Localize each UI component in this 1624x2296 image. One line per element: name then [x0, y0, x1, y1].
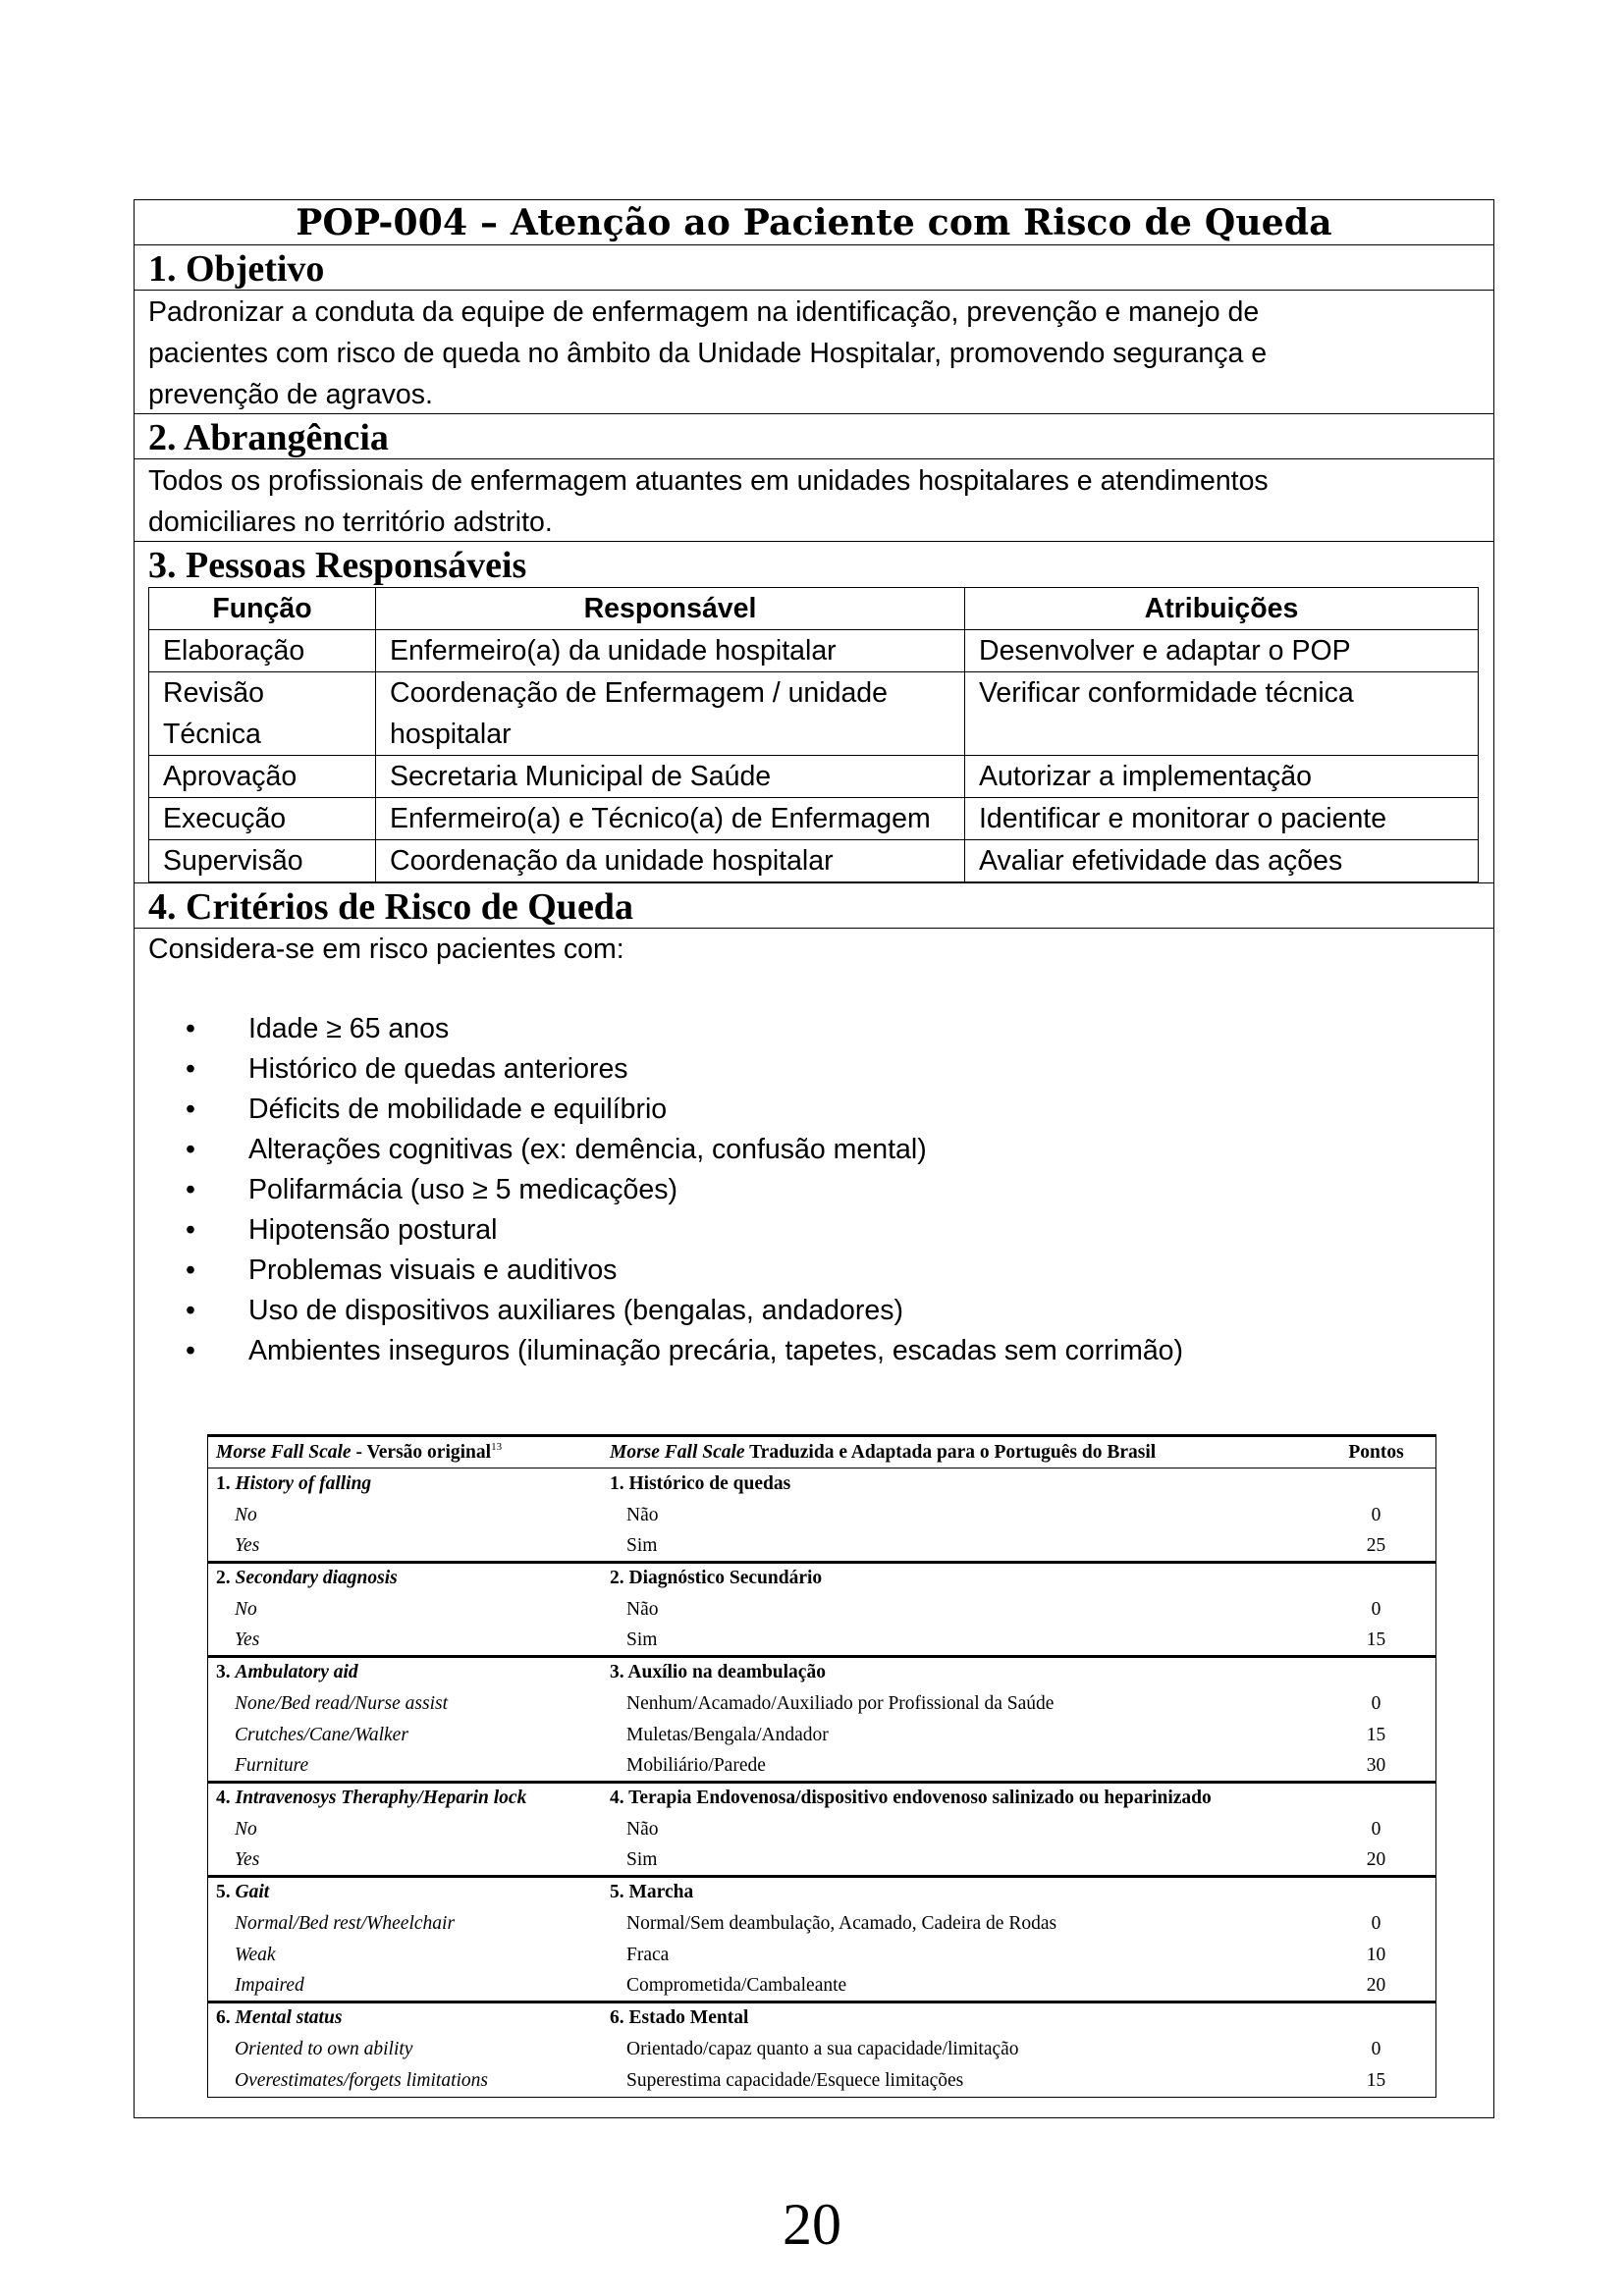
- objetivo-line: prevenção de agravos.: [148, 379, 433, 410]
- morse-option-original: No: [235, 1504, 257, 1525]
- morse-option-row: [208, 1751, 1435, 1783]
- list-item: • Problemas visuais e auditivos: [186, 1251, 1480, 1291]
- cell-funcao: Aprovação: [149, 756, 376, 798]
- page-title: POP-004 – Atenção ao Paciente com Risco de Queda: [135, 200, 1493, 245]
- morse-header-points: Pontos: [1317, 1436, 1435, 1468]
- column-header: Atribuições: [965, 588, 1479, 630]
- morse-option-row: [208, 1626, 1435, 1657]
- morse-group-original: 5. Gait: [208, 1877, 610, 1908]
- morse-option-original: Oriented to own ability: [235, 2038, 413, 2059]
- morse-option-row: [208, 1720, 1435, 1751]
- morse-group-points: [1317, 1877, 1435, 1908]
- morse-option-original: Yes: [235, 1534, 260, 1556]
- morse-option-points: 0: [1371, 1504, 1381, 1525]
- criterios-intro: Considera-se em risco pacientes com:: [148, 934, 624, 965]
- list-item: • Histórico de quedas anteriores: [186, 1049, 1480, 1090]
- cell-funcao: Execução: [149, 798, 376, 840]
- morse-group-points: [1317, 1468, 1435, 1500]
- morse-option-translated: Não: [626, 1818, 659, 1840]
- column-header: Responsável: [376, 588, 965, 630]
- list-item: • Idade ≥ 65 anos: [186, 1009, 1480, 1049]
- morse-option-translated: Não: [626, 1598, 659, 1620]
- morse-option-translated: Normal/Sem deambulação, Acamado, Cadeira de Rodas: [626, 1912, 1057, 1934]
- column-header: Função: [149, 588, 376, 630]
- morse-option-points: 25: [1366, 1534, 1386, 1556]
- morse-fall-scale-table: [207, 1434, 1436, 2098]
- morse-option-original: Yes: [235, 1848, 260, 1870]
- criterios-body: [135, 929, 1493, 1371]
- morse-option-translated: Nenhum/Acamado/Auxiliado por Profissional da Saúde: [626, 1692, 1055, 1714]
- morse-group-row: [208, 1783, 1435, 1814]
- morse-option-row: [208, 2034, 1435, 2065]
- morse-option-row: [208, 1908, 1435, 1940]
- morse-option-row: [208, 2065, 1435, 2097]
- cell-atribuicoes: Avaliar efetividade das ações: [965, 840, 1479, 882]
- morse-option-points: 10: [1366, 1944, 1386, 1965]
- morse-group-translated: 4. Terapia Endovenosa/dispositivo endovenoso salinizado ou heparinizado: [610, 1783, 1317, 1814]
- morse-group-translated: 1. Histórico de quedas: [610, 1472, 791, 1494]
- morse-group-row: [208, 1468, 1435, 1500]
- morse-group-original: 6. Mental status: [208, 2002, 610, 2034]
- morse-option-original: Yes: [235, 1629, 260, 1650]
- table-row: [149, 798, 1479, 840]
- morse-option-points: 20: [1366, 1848, 1386, 1870]
- morse-option-translated: Fraca: [626, 1944, 670, 1965]
- cell-atribuicoes: Desenvolver e adaptar o POP: [965, 630, 1479, 672]
- morse-option-original: Normal/Bed rest/Wheelchair: [235, 1912, 456, 1934]
- morse-header-original: Morse Fall Scale - Versão original$^{13}$: [208, 1436, 610, 1468]
- cell-responsavel: Coordenação da unidade hospitalar: [376, 840, 965, 882]
- morse-option-original: No: [235, 1598, 257, 1620]
- morse-option-original: Furniture: [235, 1754, 309, 1776]
- table-row: [149, 672, 1479, 756]
- cell-responsavel: Enfermeiro(a) e Técnico(a) de Enfermagem: [376, 798, 965, 840]
- morse-group-row: [208, 1877, 1435, 1908]
- morse-group-row: [208, 2002, 1435, 2034]
- list-item: • Uso de dispositivos auxiliares (bengalas, andadores): [186, 1291, 1480, 1331]
- morse-option-row: [208, 1500, 1435, 1531]
- morse-option-translated: Não: [626, 1504, 659, 1525]
- morse-option-points: 0: [1371, 1692, 1381, 1714]
- section-heading-abrangencia: 2. Abrangência: [135, 414, 1493, 459]
- criterios-list: [186, 1009, 1480, 1371]
- morse-option-row: [208, 1814, 1435, 1845]
- list-item: • Hipotensão postural: [186, 1210, 1480, 1251]
- morse-option-row: [208, 1594, 1435, 1626]
- morse-option-original: Weak: [235, 1944, 276, 1965]
- morse-option-points: 15: [1366, 1629, 1386, 1650]
- morse-group-row: [208, 1657, 1435, 1688]
- morse-option-translated: Muletas/Bengala/Andador: [626, 1724, 829, 1745]
- objetivo-text: [135, 291, 1493, 414]
- morse-group-points: [1317, 1783, 1435, 1814]
- table-header-row: [149, 588, 1479, 630]
- morse-option-translated: Sim: [626, 1534, 658, 1556]
- morse-option-translated: Sim: [626, 1848, 658, 1870]
- abrangencia-line: Todos os profissionais de enfermagem atuantes em unidades hospitalares e atendimentos: [148, 465, 1269, 497]
- morse-option-original: Overestimates/forgets limitations: [235, 2069, 488, 2091]
- list-item: • Ambientes inseguros (iluminação precária, tapetes, escadas sem corrimão): [186, 1331, 1480, 1371]
- cell-atribuicoes: Identificar e monitorar o paciente: [965, 798, 1479, 840]
- list-item: • Polifarmácia (uso ≥ 5 medicações): [186, 1170, 1480, 1210]
- morse-option-translated: Superestima capacidade/Esquece limitações: [626, 2069, 964, 2091]
- morse-option-points: 0: [1371, 1912, 1381, 1934]
- morse-option-points: 15: [1366, 1724, 1386, 1745]
- morse-option-points: 0: [1371, 2038, 1381, 2059]
- morse-group-row: [208, 1563, 1435, 1594]
- cell-responsavel: Coordenação de Enfermagem / unidade hospitalar: [376, 672, 965, 756]
- cell-funcao: Elaboração: [149, 630, 376, 672]
- morse-option-points: 20: [1366, 1974, 1386, 1996]
- morse-option-row: [208, 1845, 1435, 1877]
- table-row: [149, 630, 1479, 672]
- morse-header-translated: Morse Fall Scale Traduzida e Adaptada para o Português do Brasil: [610, 1436, 1317, 1468]
- cell-atribuicoes: Autorizar a implementação: [965, 756, 1479, 798]
- morse-option-original: None/Bed read/Nurse assist: [235, 1692, 449, 1714]
- morse-group-points: [1317, 1563, 1435, 1594]
- morse-group-original: 2. Secondary diagnosis: [208, 1563, 610, 1594]
- morse-option-translated: Orientado/capaz quanto a sua capacidade/limitação: [626, 2038, 1019, 2059]
- morse-option-translated: Comprometida/Cambaleante: [626, 1974, 847, 1996]
- morse-option-original: No: [235, 1818, 257, 1840]
- cell-funcao: Supervisão: [149, 840, 376, 882]
- cell-funcao: Revisão Técnica: [149, 672, 376, 756]
- page-number: 20: [783, 2192, 841, 2257]
- section-heading-criterios: 4. Critérios de Risco de Queda: [135, 883, 1493, 929]
- morse-option-translated: Mobiliário/Parede: [626, 1754, 766, 1776]
- table-row: [149, 756, 1479, 798]
- responsibilities-table: [148, 587, 1479, 882]
- morse-option-points: 0: [1371, 1818, 1381, 1840]
- morse-option-translated: Sim: [626, 1629, 658, 1650]
- morse-option-row: [208, 1531, 1435, 1563]
- section-heading-pessoas: 3. Pessoas Responsáveis: [148, 545, 527, 586]
- morse-option-original: Crutches/Cane/Walker: [235, 1724, 408, 1745]
- table-row: [149, 840, 1479, 882]
- morse-option-points: 15: [1366, 2069, 1386, 2091]
- morse-group-points: [1317, 1657, 1435, 1688]
- morse-option-row: [208, 1971, 1435, 2002]
- morse-group-original: 1. History of falling: [216, 1472, 372, 1494]
- objetivo-line: pacientes com risco de queda no âmbito da Unidade Hospitalar, promovendo segurança e: [148, 338, 1268, 369]
- morse-option-points: 0: [1371, 1598, 1381, 1620]
- morse-option-points: 30: [1366, 1754, 1386, 1776]
- objetivo-line: Padronizar a conduta da equipe de enfermagem na identificação, prevenção e manejo de: [148, 296, 1260, 328]
- morse-group-translated: 3. Auxílio na deambulação: [610, 1657, 1317, 1688]
- morse-group-translated: 5. Marcha: [610, 1877, 1317, 1908]
- abrangencia-text: [135, 459, 1493, 542]
- morse-group-translated: 6. Estado Mental: [610, 2002, 1317, 2034]
- abrangencia-line: domiciliares no território adstrito.: [148, 507, 553, 538]
- morse-group-original: 4. Intravenosys Theraphy/Heparin lock: [208, 1783, 610, 1814]
- section-heading-objetivo: 1. Objetivo: [135, 245, 1493, 291]
- pop-document-frame: [134, 199, 1494, 2118]
- list-item: • Déficits de mobilidade e equilíbrio: [186, 1090, 1480, 1130]
- morse-header-row: [208, 1436, 1435, 1468]
- morse-group-points: [1317, 2002, 1435, 2034]
- list-item: • Alterações cognitivas (ex: demência, confusão mental): [186, 1130, 1480, 1170]
- morse-option-row: [208, 1940, 1435, 1971]
- cell-responsavel: Enfermeiro(a) da unidade hospitalar: [376, 630, 965, 672]
- morse-group-original: 3. Ambulatory aid: [208, 1657, 610, 1688]
- morse-option-original: Impaired: [235, 1974, 304, 1996]
- cell-atribuicoes: Verificar conformidade técnica: [965, 672, 1479, 756]
- cell-responsavel: Secretaria Municipal de Saúde: [376, 756, 965, 798]
- morse-group-translated: 2. Diagnóstico Secundário: [610, 1563, 1317, 1594]
- morse-option-row: [208, 1688, 1435, 1720]
